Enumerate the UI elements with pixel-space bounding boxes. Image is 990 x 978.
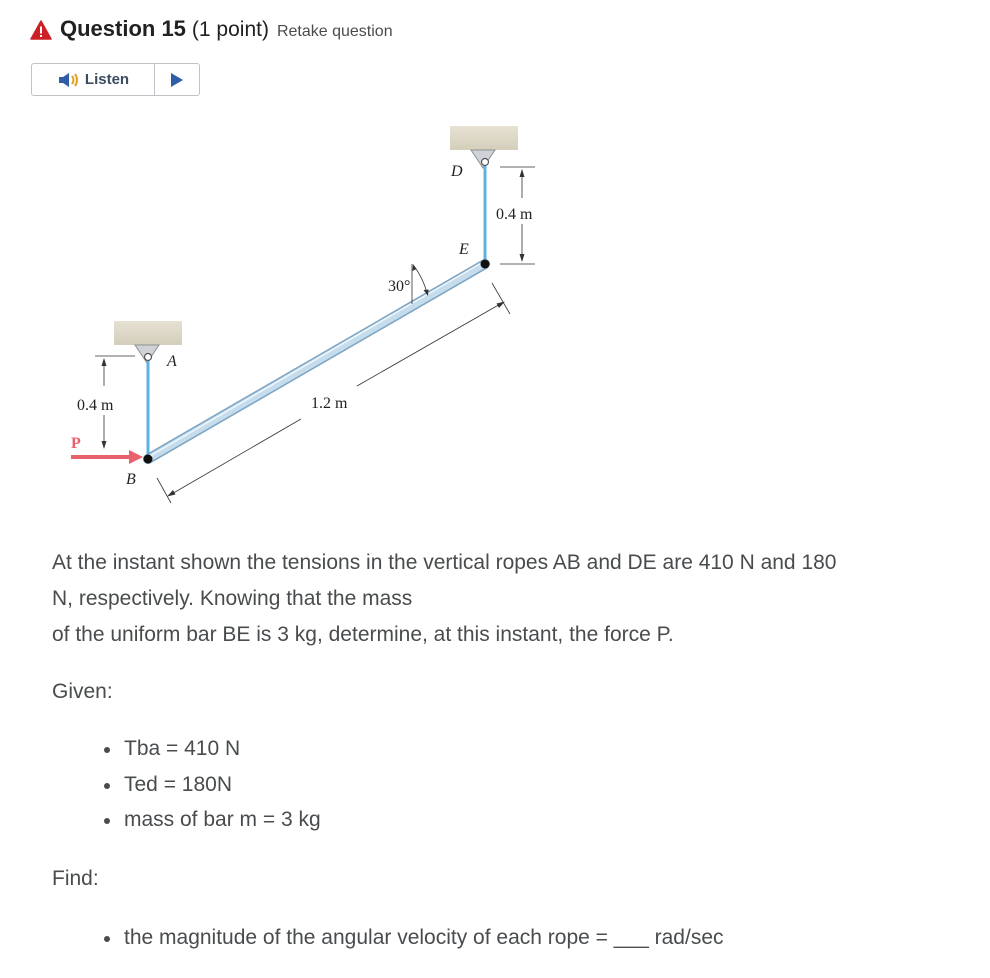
dim-bar-ext-left [157, 478, 171, 503]
support-a [114, 321, 182, 345]
given-item: Tba = 410 N [100, 731, 321, 767]
dim-right-arrow-up [520, 169, 525, 177]
problem-line-2: N, respectively. Knowing that the mass [52, 587, 413, 610]
dim-right-arrow-down [520, 254, 525, 262]
problem-line-1: At the instant shown the tensions in the vertical ropes AB and DE are 410 N and 180 [52, 551, 837, 574]
dim-left-arrow-up [102, 358, 107, 366]
joint-e [481, 260, 490, 269]
pin-a [145, 354, 152, 361]
dim-left-label: 0.4 m [77, 397, 114, 414]
find-list [100, 920, 724, 956]
speaker-icon [57, 72, 81, 88]
angle-label: 30° [388, 278, 411, 295]
support-d [450, 126, 518, 150]
find-item-text: the magnitude of the angular velocity of each rope = [124, 926, 614, 949]
label-d: D [451, 163, 463, 180]
dim-left-arrow-down [102, 441, 107, 449]
answer-blank[interactable]: ___ [613, 926, 649, 949]
listen-control [31, 63, 200, 96]
dim-bar-arrow-right [497, 302, 506, 309]
force-p-arrowhead [129, 450, 143, 464]
dim-bar-line-right [357, 303, 502, 386]
find-item [100, 920, 724, 956]
pin-d [482, 159, 489, 166]
given-item: Ted = 180N [100, 767, 321, 803]
problem-statement [52, 545, 964, 653]
find-item-unit: rad/sec [648, 926, 724, 949]
bar-rope-diagram [55, 118, 555, 518]
question-header [30, 16, 393, 42]
given-label: Given: [52, 680, 113, 703]
listen-label: Listen [84, 71, 130, 88]
dim-bar-label: 1.2 m [311, 395, 348, 412]
play-button[interactable] [155, 64, 199, 95]
label-a: A [167, 353, 177, 370]
label-p: P [71, 435, 81, 452]
listen-button[interactable] [32, 64, 155, 95]
retake-question-link[interactable]: Retake question [276, 23, 393, 40]
find-label: Find: [52, 867, 99, 890]
question-title: Question 15 [60, 16, 186, 41]
question-points: (1 point) [191, 18, 269, 41]
problem-line-3: of the uniform bar BE is 3 kg, determine, at this instant, the force P. [52, 623, 674, 646]
warning-icon [30, 20, 52, 40]
angle-arc [414, 266, 427, 293]
label-e: E [459, 241, 469, 258]
play-icon [170, 72, 184, 88]
dim-right-label: 0.4 m [496, 206, 533, 223]
angle-arrow-top [413, 264, 417, 271]
given-list [100, 731, 321, 838]
joint-b [144, 455, 153, 464]
label-b: B [126, 471, 136, 488]
dim-bar-arrow-left [167, 490, 176, 497]
bar-highlight [150, 262, 483, 456]
bar-be [148, 264, 485, 459]
dim-bar-ext-right [492, 283, 510, 314]
given-item: mass of bar m = 3 kg [100, 802, 321, 838]
